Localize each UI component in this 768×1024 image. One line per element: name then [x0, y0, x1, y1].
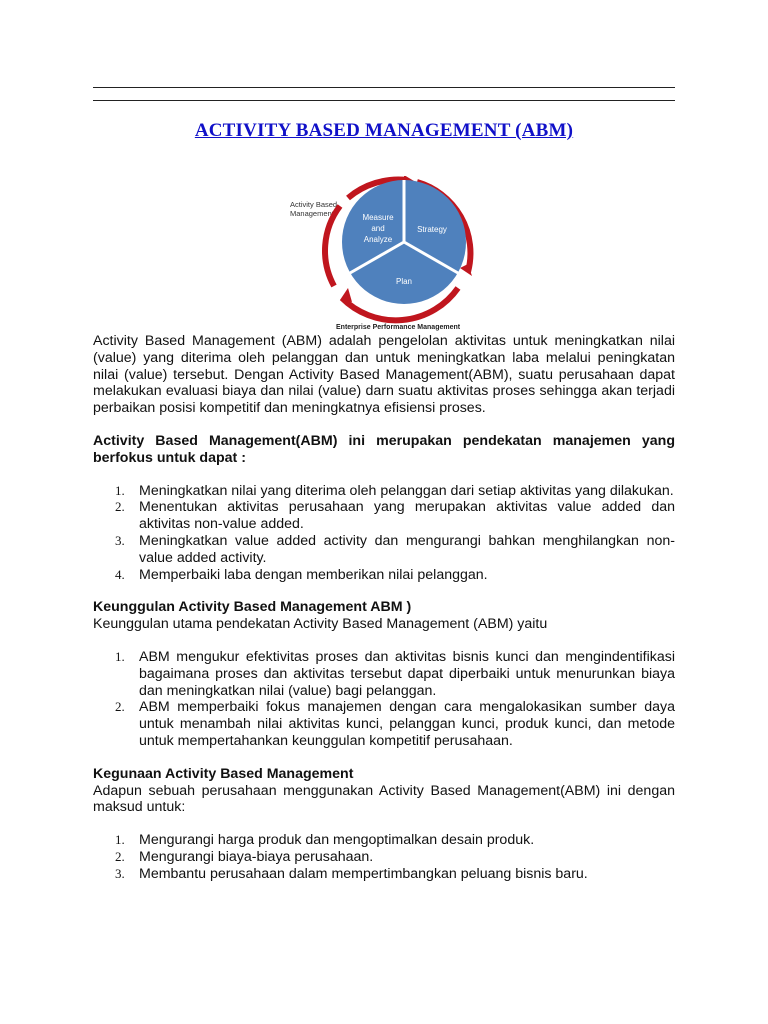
cycle-arrow-bottom — [340, 288, 352, 302]
list-item-text: Menentukan aktivitas perusahaan yang merupakan aktivitas value added dan aktivitas non-value added. — [139, 499, 675, 533]
list-item — [93, 849, 675, 866]
segment-label-analyze: Analyze — [363, 235, 393, 244]
segment-label-measure: Measure — [362, 213, 394, 222]
list-item-text: Mengurangi biaya-biaya perusahaan. — [139, 848, 374, 865]
list-number: 1. — [115, 648, 125, 664]
focus-list — [93, 483, 675, 584]
document-body — [93, 333, 675, 883]
list-number: 1. — [115, 832, 125, 848]
list-item-text: Memperbaiki laba dengan memberikan nilai pelanggan. — [139, 566, 488, 583]
list-number: 4. — [115, 566, 125, 582]
document-title[interactable]: ACTIVITY BASED MANAGEMENT (ABM) — [194, 120, 574, 141]
abm-cycle-diagram — [290, 176, 490, 332]
list-number: 2. — [115, 499, 125, 515]
list-item — [93, 567, 675, 584]
list-item — [93, 483, 675, 500]
advantages-heading: Keunggulan Activity Based Management ABM ) — [93, 599, 412, 616]
list-number: 3. — [115, 865, 125, 881]
advantages-intro: Keunggulan utama pendekatan Activity Based Management (ABM) yaitu — [93, 616, 548, 633]
list-item-text: ABM memperbaiki fokus manajemen dengan cara mengalokasikan sumber daya untuk menambah nilai aktivitas kunci, pelanggan kunci, produk kunci, dan metode untuk mempertahankan keunggulan kompetitif perusahaan. — [139, 699, 675, 749]
segment-label-strategy: Strategy — [417, 225, 447, 234]
uses-heading: Kegunaan Activity Based Management — [93, 765, 354, 782]
list-item — [93, 533, 675, 567]
list-item — [93, 699, 675, 749]
diagram-caption: Enterprise Performance Management — [336, 324, 461, 331]
uses-intro: Adapun sebuah perusahaan menggunakan Activity Based Management(ABM) ini dengan maksud untuk: — [93, 782, 675, 816]
list-item — [93, 832, 675, 849]
list-item-text: ABM mengukur efektivitas proses dan aktivitas bisnis kunci dan mengindentifikasi bagaimana proses dan aktivitas tersebut dapat diperbaiki untuk menurunkan biaya dan meningkatkan nilai (value) bagi pelanggan. — [139, 648, 675, 699]
advantages-list — [93, 649, 675, 750]
uses-list — [93, 832, 675, 882]
focus-heading: Activity Based Management(ABM) ini merupakan pendekatan manajemen yang berfokus untuk dapat : — [93, 432, 675, 466]
header-rule-bottom — [93, 100, 675, 101]
list-item — [93, 499, 675, 533]
list-number: 2. — [115, 699, 125, 715]
list-number: 2. — [115, 848, 125, 864]
diagram-side-label: Activity Based Management — [290, 200, 338, 218]
cycle-ring-left-arc — [325, 206, 340, 286]
list-item-text: Meningkatkan nilai yang diterima oleh pelanggan dari setiap aktivitas yang dilakukan. — [139, 482, 674, 499]
list-item-text: Mengurangi harga produk dan mengoptimalkan desain produk. — [139, 832, 535, 849]
list-item-text: Membantu perusahaan dalam mempertimbangkan peluang bisnis baru. — [139, 865, 588, 882]
list-number: 3. — [115, 532, 125, 548]
list-item — [93, 866, 675, 883]
header-rule-top — [93, 87, 675, 88]
segment-label-plan: Plan — [395, 277, 413, 286]
list-number: 1. — [115, 482, 125, 498]
intro-paragraph: Activity Based Management (ABM) adalah pengelolan aktivitas untuk meningkatkan nilai (value) yang diterima oleh pelanggan dan untuk meningkatkan laba melalui peningkatan nilai (value) tersebut. Dengan Activity Based Management(ABM), suatu perusahaan dapat melakukan evaluasi biaya dan nilai (value) darn suatu aktivitas proses sehingga akan terjadi perbaikan posisi kompetitif dan meningkatnya efisiensi proses. — [93, 333, 675, 417]
list-item — [93, 649, 675, 699]
list-item-text: Meningkatkan value added activity dan mengurangi bahkan menghilangkan non-value added activity. — [139, 532, 675, 566]
segment-label-and: and — [371, 224, 385, 233]
